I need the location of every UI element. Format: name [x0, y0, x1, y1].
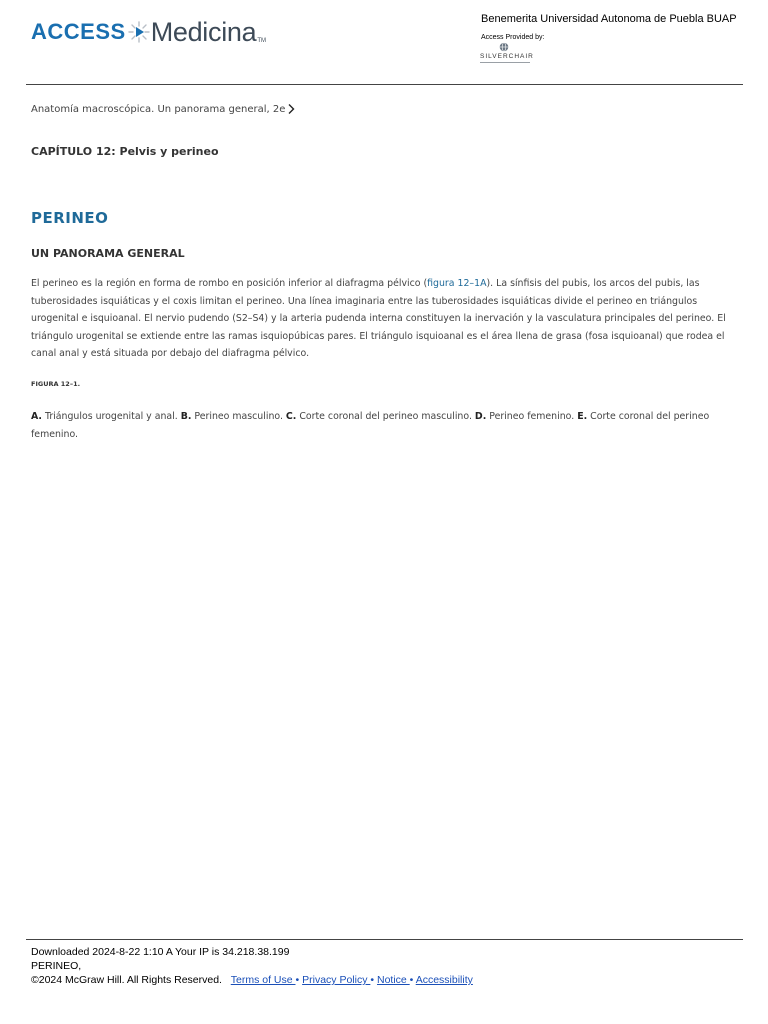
page-reference: PERINEO, — [31, 960, 82, 972]
chapter-title: CAPÍTULO 12: Pelvis y perineo — [31, 145, 219, 158]
body-text-part2: ). La sínfisis del pubis, los arcos del pubis, las tuberosidades isquiáticas y el coxis limitan el perineo. Una línea imaginaria entre las tuberosidades isquiáticas divide el perineo en triángulos urogenital e isquioanal. El nervio pudendo (S2–S4) y la arteria pudenda interna constituyen la inervación y la vasculatura principales del perineo. El triángulo urogenital se extiende entre las ramas isquiopúbicas pares. El triángulo isquioanal es el área llena de grasa (fosa isquioanal) que rodea el canal anal y está situada por debajo del diafragma pélvico. — [31, 278, 726, 360]
footer-bullet: • — [295, 974, 300, 986]
caption-letter-a: A. — [31, 411, 42, 422]
logo-medicina-text: Medicina — [150, 16, 257, 47]
site-header — [0, 0, 768, 84]
notice-link[interactable]: Notice — [376, 974, 410, 986]
caption-letter-d: D. — [474, 411, 487, 422]
caption-text-b: Perineo masculino. — [191, 411, 286, 422]
copyright-text: ©2024 McGraw Hill. All Rights Reserved. — [31, 974, 222, 986]
accessibility-link[interactable]: Accessibility — [415, 974, 473, 986]
breadcrumb[interactable] — [31, 103, 295, 115]
header-divider — [26, 84, 743, 85]
accessmedicina-logo[interactable] — [31, 12, 266, 52]
figure-link[interactable]: figura 12–1A — [427, 278, 487, 289]
page-footer — [31, 945, 473, 987]
breadcrumb-book[interactable]: Anatomía macroscópica. Un panorama general, 2e — [31, 103, 286, 115]
burst-arrow-icon — [128, 21, 150, 43]
figure-caption — [31, 408, 736, 443]
footer-links-line — [31, 973, 473, 987]
provider-divider — [480, 62, 530, 63]
caption-letter-e: E. — [577, 411, 588, 422]
silverchair-logo: SILVERCHAIR — [480, 53, 534, 60]
logo-access-text: ACCESS — [31, 19, 126, 44]
caption-text-e: Corte coronal del perineo femenino. — [31, 411, 710, 440]
figure-label: FIGURA 12–1. — [31, 380, 81, 388]
body-paragraph — [31, 275, 741, 363]
footer-bullet: • — [409, 974, 414, 986]
caption-text-a: Triángulos urogenital y anal. — [42, 411, 181, 422]
logo-trademark: TM — [257, 38, 267, 44]
institution-name: Benemerita Universidad Autonoma de Puebla BUAP — [481, 13, 737, 25]
terms-of-use-link[interactable]: Terms of Use — [230, 974, 296, 986]
caption-text-d: Perineo femenino. — [486, 411, 578, 422]
section-title: PERINEO — [31, 209, 109, 227]
privacy-policy-link[interactable]: Privacy Policy — [302, 974, 371, 986]
footer-divider — [26, 939, 743, 940]
footer-bullet: • — [370, 974, 375, 986]
caption-text-c: Corte coronal del perineo masculino. — [296, 411, 475, 422]
globe-icon — [499, 42, 509, 52]
body-text-part1: El perineo es la región en forma de rombo en posición inferior al diafragma pélvico ( — [31, 278, 428, 289]
access-provided-label: Access Provided by: — [481, 34, 545, 41]
subsection-title: UN PANORAMA GENERAL — [31, 247, 185, 260]
caption-letter-b: B. — [180, 411, 192, 422]
chevron-right-icon[interactable] — [287, 103, 295, 115]
download-info: Downloaded 2024-8-22 1:10 A Your IP is 34.218.38.199 — [31, 946, 290, 958]
caption-letter-c: C. — [285, 411, 297, 422]
